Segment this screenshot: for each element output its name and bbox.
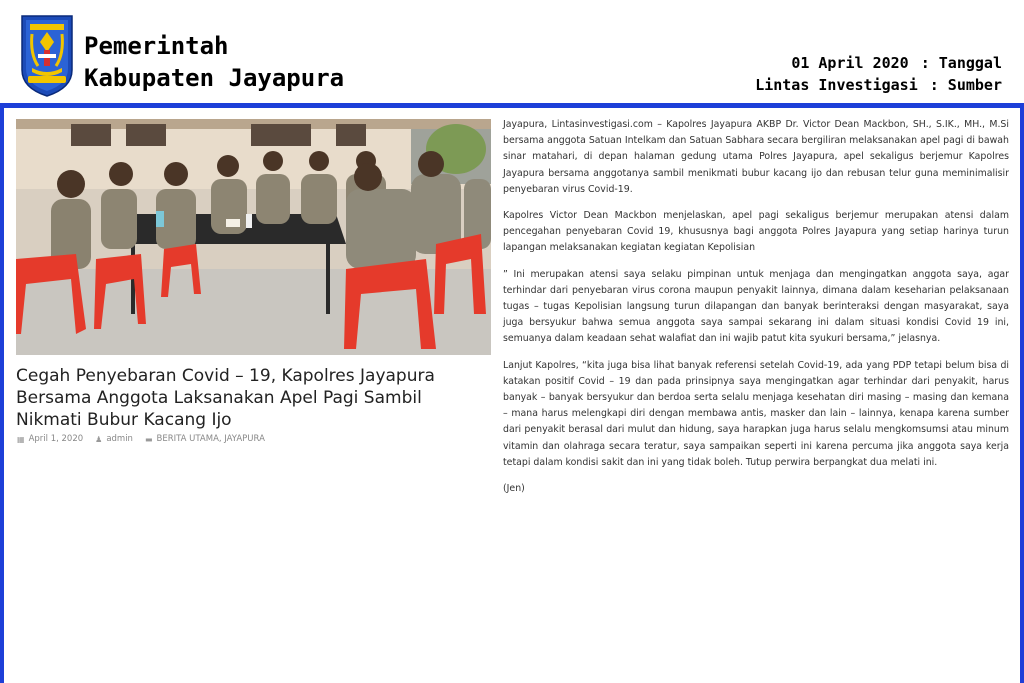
- article-body: [503, 117, 1009, 507]
- article-title[interactable]: Cegah Penyebaran Covid – 19, Kapolres Jayapura Bersama Anggota Laksanakan Apel Pagi Sambil Nikmati Bubur Kacang Ijo: [16, 366, 435, 430]
- folder-icon: ▬: [144, 434, 153, 444]
- article-paragraph: Lanjut Kapolres, “kita juga bisa lihat banyak referensi setelah Covid-19, ada yang PDP tetapi belum bisa di katakan positif Covid – 19 dan pada prinsipnya saya mengingatkan agar terhindar dari penyakit, harus banyak – banyak bersyukur dan berdoa serta selalu menjaga kesehatan diri masing – masing dan kemana – mana harus melengkapi diri dengan membawa antis, masker dan lain – lainnya, kenapa karena sumber dari penyakit berasal dari mulut dan hidung, saya harapkan juga harus selalu mengkomsumsi atau minum vitamin dan olahraga secara teratur, saya sampaikan seperti ini karena percuma jika anggota saya kerja tetapi dalam kondisi sakit dan ini yang tidak boleh. Tutup perwira berpangkat dua melati ini.: [503, 359, 1009, 468]
- article-paragraph: Kapolres Victor Dean Mackbon menjelaskan, apel pagi sekaligus berjemur merupakan atensi dalam pencegahan penyebaran Covid 19, khususnya bagi anggota Polres Jayapura yang setiap harinya turun lapangan melaksanakan kegiatan kegiatan Kepolisian: [503, 210, 1009, 254]
- source-value: Lintas Investigasi: [755, 76, 918, 94]
- government-title: [84, 30, 344, 94]
- page-header: [0, 0, 1024, 104]
- post-categories[interactable]: BERITA UTAMA, JAYAPURA: [156, 434, 265, 444]
- title-line-1: Pemerintah: [84, 32, 229, 60]
- date-value: 01 April 2020: [791, 54, 909, 72]
- source-label: : Sumber: [929, 76, 1002, 94]
- article-signoff: (Jen): [503, 483, 525, 495]
- post-author[interactable]: admin: [106, 434, 133, 444]
- source-row: [755, 74, 1002, 96]
- article-paragraph: ” Ini merupakan atensi saya selaku pimpinan untuk menjaga dan mengingatkan anggota saya, agar terhindar dari penyebaran virus corona maupun penyakit lainnya, dimana dalam keseharian pelaksanaan tugas – tugas Kepolisian langsung turun dilapangan dan banyak berinteraksi dengan masyarakat, saya juga bersyukur bahwa semua anggota saya sampai sekarang ini dalam situasi kondisi Covid 19 ini, semuanya dalam keadaan sehat walafiat dan ini wajib patut kita syukuri bersama,” jelasnya.: [503, 268, 1009, 345]
- article-meta-box: [755, 52, 1002, 96]
- user-icon: ♟: [95, 434, 103, 444]
- article-photo: [16, 119, 491, 355]
- kabupaten-jayapura-logo: [16, 14, 78, 98]
- date-label: : Tanggal: [920, 54, 1002, 72]
- article-paragraph: Jayapura, Lintasinvestigasi.com – Kapolres Jayapura AKBP Dr. Victor Dean Mackbon, SH., S.IK., MH., M.Si bersama anggota Satuan Intelkam dan Satuan Sabhara secara bergiliran melaksanakan apel pagi di bawah sinar matahari, di depan halaman gedung utama Polres Jayapura, apel sekaligus berjemur Kapolres Jayapura bersama anggotanya sambil menikmati bubur kacang ijo dan rebusan telur guna meminimalisir penyebaran virus Covid-19.: [503, 119, 1009, 195]
- calendar-icon: ▦: [17, 434, 25, 444]
- post-meta: [17, 434, 265, 444]
- title-line-2: Kabupaten Jayapura: [84, 64, 345, 92]
- post-date[interactable]: April 1, 2020: [28, 434, 84, 444]
- date-row: [755, 52, 1002, 74]
